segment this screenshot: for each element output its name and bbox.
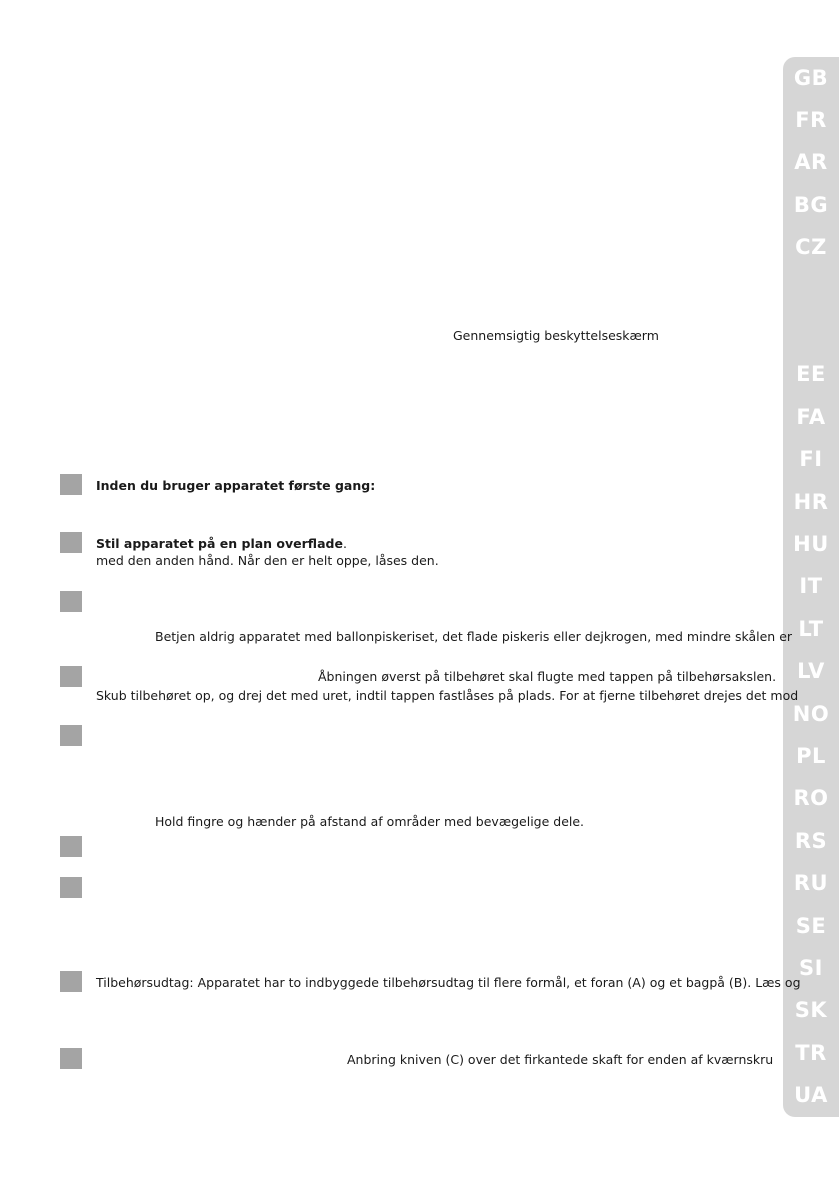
step-marker-2 <box>60 532 82 553</box>
lang-tab-lv[interactable]: LV <box>797 659 825 683</box>
lang-tab-se[interactable]: SE <box>795 914 827 938</box>
step-4-text-1: Åbningen øverst på tilbehøret skal flugte med tappen på tilbehørsakslen. <box>318 669 777 684</box>
step-9-text: Anbring kniven (C) over det firkantede skaft for enden af kværnskru <box>347 1052 774 1067</box>
step-2-heading: Stil apparatet på en plan overflade <box>96 536 343 551</box>
step-2-heading-line <box>96 536 347 551</box>
lang-tab-rs[interactable]: RS <box>794 829 828 853</box>
step-marker-1 <box>60 474 82 495</box>
step-marker-6 <box>60 836 82 857</box>
step-8-text: Tilbehørsudtag: Apparatet har to indbyggede tilbehørsudtag til flere formål, et foran (A) og et bagpå (B). Læs og <box>96 975 801 990</box>
step-marker-9 <box>60 1048 82 1069</box>
lang-tab-sk[interactable]: SK <box>794 998 828 1022</box>
step-2-heading-period: . <box>342 536 347 551</box>
step-marker-8 <box>60 971 82 992</box>
step-5-warning: Hold fingre og hænder på afstand af områder med bevægelige dele. <box>155 814 585 829</box>
lang-tab-ro[interactable]: RO <box>793 786 829 810</box>
lang-tab-bg[interactable]: BG <box>793 193 829 217</box>
lang-tab-hu[interactable]: HU <box>793 532 829 556</box>
lang-tab-fa[interactable]: FA <box>796 405 826 429</box>
lang-tab-lt[interactable]: LT <box>798 617 824 641</box>
step-marker-4 <box>60 666 82 687</box>
lang-tab-hr[interactable]: HR <box>793 490 829 514</box>
lang-tab-it[interactable]: IT <box>799 574 823 598</box>
lang-tab-fi[interactable]: FI <box>799 447 823 471</box>
lang-tab-gb[interactable]: GB <box>793 66 829 90</box>
language-tab-strip <box>783 57 839 1117</box>
lang-tab-ar[interactable]: AR <box>794 150 828 174</box>
step-4-text-2: Skub tilbehøret op, og drej det med uret, indtil tappen fastlåses på plads. For at fjerne tilbehøret drejes det mod <box>96 688 799 703</box>
step-1-heading: Inden du bruger apparatet første gang: <box>96 478 376 493</box>
lang-tab-cz[interactable]: CZ <box>795 235 827 259</box>
step-marker-3 <box>60 591 82 612</box>
step-3-warning: Betjen aldrig apparatet med ballonpiskeriset, det flade piskeris eller dejkrogen, med mindre skålen er <box>155 629 793 644</box>
lang-tab-ua[interactable]: UA <box>794 1083 828 1107</box>
step-marker-7 <box>60 877 82 898</box>
lang-tab-fr[interactable]: FR <box>795 108 827 132</box>
figure-caption: Gennemsigtig beskyttelseskærm <box>453 328 659 343</box>
lang-tab-ru[interactable]: RU <box>793 871 829 895</box>
lang-tab-pl[interactable]: PL <box>796 744 826 768</box>
lang-tab-no[interactable]: NO <box>792 702 830 726</box>
lang-tab-tr[interactable]: TR <box>795 1041 827 1065</box>
lang-tab-ee[interactable]: EE <box>796 362 826 386</box>
step-marker-5 <box>60 725 82 746</box>
lang-tab-si[interactable]: SI <box>799 956 823 980</box>
step-2-text: med den anden hånd. Når den er helt oppe, låses den. <box>96 553 439 568</box>
